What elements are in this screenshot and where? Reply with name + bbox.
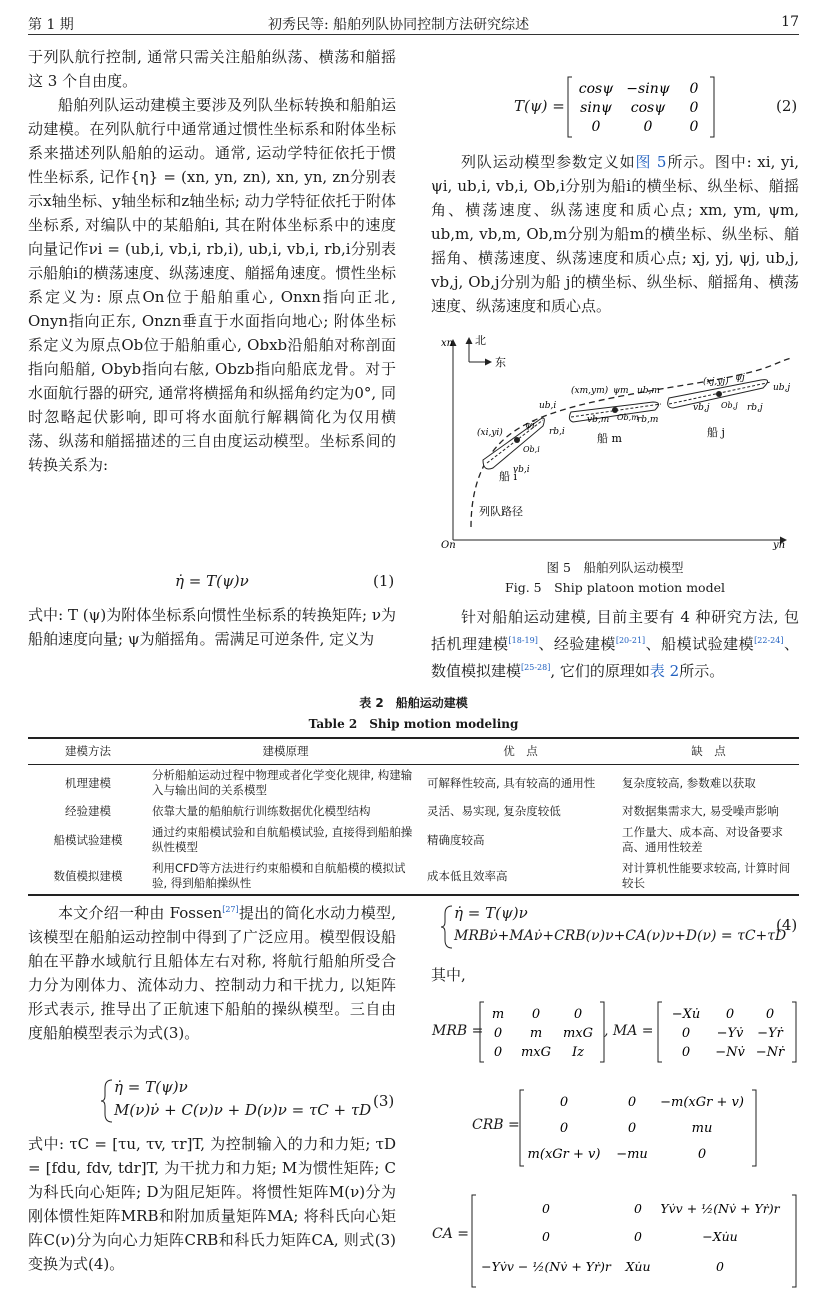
m2-00: cosψ [578,81,614,97]
left-column [28,45,396,477]
origin-label: On [441,540,456,551]
table-cell: 经验建模 [65,804,111,818]
svg-text:−Xu̇u: −Xu̇u [702,1229,738,1244]
eq4-brace [440,904,454,950]
table-cell: 可解释性较高, 具有较高的通用性 [427,775,596,790]
ship-m-label: 船 m [597,432,622,445]
ship-i-u: ub,i [539,401,557,411]
ship-motion-table [28,737,799,896]
svg-text:−Xu̇: −Xu̇ [671,1007,701,1022]
svg-text:−Nv̇: −Nv̇ [715,1045,745,1060]
figure-5-link[interactable]: 图 5 [635,153,667,171]
rp2-c: 、船模试验建模 [645,635,755,653]
m2-12: 0 [689,100,699,116]
svg-text:mxG: mxG [520,1045,552,1060]
issue-label: 第 1 期 [28,17,74,33]
crb-matrix [518,1088,758,1168]
ship-j-label: 船 j [707,426,725,439]
table-caption-cn: 表 2 船舶运动建模 [359,696,468,710]
ref-18-19[interactable]: [18-19] [508,636,538,645]
crb-lhs: CRB = [472,1117,520,1133]
page-number: 17 [781,14,799,30]
equation-3-line-1: η̇ = T(ψ)ν [114,1078,188,1096]
rp2-a: 针对船舶运动建模, 目前主要有 4 种研究方法, 包括机理建模 [431,608,799,653]
ship-m-v: vb,m [587,415,610,425]
ship-i-coord: (xi,yi) [477,428,503,438]
svg-text:0: 0 [681,1026,691,1041]
rp2-f: 所示。 [679,662,725,680]
m2-22: 0 [689,119,699,135]
table-cell: 灵活、易实现, 复杂度较低 [427,804,561,818]
north-label: 北 [475,334,486,347]
svg-text:Xu̇u: Xu̇u [625,1259,651,1274]
svg-text:0: 0 [573,1007,583,1022]
bottom-left-paragraph-2: 式中: τC = [τu, τv, τr]T, 为控制输入的力和力矩; τD = [fdu, fdv, tdr]T, 为干扰力和力矩; M为惯性矩阵; C为科氏向心矩阵; D为阻尼矩阵。将惯性矩阵M(ν)分为刚体惯性矩阵MRB和附加质量矩阵MA; 将科氏向心矩阵C(ν)分为向心力矩阵CRB和科氏力矩阵CA, 则式(3)变换为式(4)。 [28,1135,396,1273]
header-principle: 建模原理 [148,738,423,765]
svg-text:0: 0 [681,1045,691,1060]
svg-text:m(xGr + v): m(xGr + v) [527,1147,601,1162]
ship-m-u: ub,m [637,386,660,396]
svg-text:mu: mu [691,1121,713,1136]
m2-02: 0 [689,81,699,97]
table-cell: 数值模拟建模 [28,858,148,895]
table-cell: 依靠大量的船舶航行训练数据优化模型结构 [152,804,371,818]
svg-text:0: 0 [634,1229,642,1244]
ship-j-psi: ψj [735,373,745,383]
svg-text:Iz: Iz [572,1045,584,1060]
rp2-d: 、数值模拟建模 [431,635,799,680]
blp1-a: 本文介绍一种由 Fossen [58,904,223,922]
left-paragraph-3-wrap [28,603,396,651]
svg-text:0: 0 [493,1026,503,1041]
ship-m-r: rb,m [637,415,659,425]
ref-27[interactable]: [27] [222,905,239,914]
svg-text:0: 0 [634,1201,642,1216]
equation-4-line-2: MRBν̇+MAν̇+CRB(ν)ν+CA(ν)ν+D(ν) = τC+τD [454,928,787,944]
path-label: 列队路径 [479,505,523,518]
eq3-brace [100,1078,114,1124]
ship-j-coord: (xj,yj) [703,377,729,387]
table-cell: 复杂度较高, 参数难以获取 [622,775,756,790]
header-method: 建模方法 [28,738,148,765]
ref-25-28[interactable]: [25-28] [521,663,551,672]
equation-2-number: (2) [776,97,798,115]
table-cell: 分析船舶运动过程中物理或者化学变化规律, 构建输入与输出间的关系模型 [152,768,413,797]
ship-i-psi: ψi [525,421,535,431]
svg-text:Yv̇v + ½(Nv̇ + Yṙ)r: Yv̇v + ½(Nv̇ + Yṙ)r [660,1201,780,1216]
equation-3-line-2: M(ν)ν̇ + C(ν)ν + D(ν)ν = τC + τD [114,1101,372,1119]
ship-i-r: rb,i [549,427,565,437]
svg-text:0: 0 [697,1147,707,1162]
figure-5 [431,332,799,554]
svg-text:0: 0 [559,1095,569,1110]
header-pros: 优 点 [423,738,618,765]
table-row [28,858,799,895]
table-cell: 对数据集需求大, 易受噪声影响 [622,804,779,818]
rp2-b: 、经验建模 [537,635,616,653]
ship-m-o: Ob,m [617,413,639,422]
equation-1: η̇ = T(ψ)ν [175,572,249,590]
svg-text:0: 0 [627,1095,637,1110]
ship-j-o: Ob,j [721,401,738,410]
mrb-lhs: MRB = [432,1023,484,1039]
m2-20: 0 [591,119,601,135]
equation-4-line-1: η̇ = T(ψ)ν [454,904,528,922]
equation-2-lhs: T(ψ) = [514,97,565,115]
left-paragraph-3: 式中: T (ψ)为附体坐标系向惯性坐标系的转换矩阵; ν为船舶速度向量; ψ为艏摇角。需满足可逆条件, 定义为 [28,606,396,648]
blp1-b: 提出的简化水动力模型, 该模型在船舶运动控制中得到了广泛应用。模型假设船舶在平静水域航行且船体左右对称, 将航行船舶所受合力分为刚体力、流体动力、控制动力和干扰力, 以矩阵形式表示, 推导出了正航速下船舶的操纵模型。三自由度船舶模型表示为式(3)。 [28,904,396,1042]
svg-text:m: m [529,1026,543,1041]
figure-caption-cn: 图 5 船舶列队运动模型 [546,560,684,575]
mrb-matrix [478,1000,606,1064]
axis-y-label: yn [773,540,786,551]
table-2-link[interactable]: 表 2 [649,662,680,680]
m2-21: 0 [643,119,653,135]
figure-caption-en: Fig. 5 Ship platoon motion model [505,580,725,595]
svg-text:−mu: −mu [616,1147,648,1162]
svg-text:−Yv̇: −Yv̇ [716,1026,744,1041]
svg-text:0: 0 [627,1121,637,1136]
svg-text:−m(xGr + v): −m(xGr + v) [660,1095,744,1110]
table-cell: 工作量大、成本高、对设备要求高、通用性较差 [622,825,783,854]
rp1-a: 列队运动模型参数定义如 [461,153,636,171]
svg-text:0: 0 [559,1121,569,1136]
ship-m-psi: ψm [613,386,629,396]
table-cell: 利用CFD等方法进行约束船模和自航船模的模拟试验, 得到船舶操纵性 [148,858,423,895]
left-paragraph-1: 于列队航行控制, 通常只需关注船舶纵荡、横荡和艏摇这 3 个自由度。 [28,48,396,90]
table-cell: 对计算机性能要求较高, 计算时间较长 [618,858,799,895]
ship-i-o: Ob,i [523,445,540,454]
ship-j-r: rb,j [747,403,763,413]
ship-m-coord: (xm,ym) [571,386,609,396]
table-cell: 通过约束船模试验和自航船模试验, 直接得到船舶操纵性模型 [152,825,413,854]
ship-i-shape [483,418,544,469]
axis-x-label: xn [441,338,454,349]
ship-i-v: vb,i [513,465,530,475]
rp2-e: , 它们的原理如 [550,662,650,680]
svg-text:0: 0 [542,1229,550,1244]
table-row [28,822,799,858]
svg-text:0: 0 [542,1201,550,1216]
svg-text:−Yṙ: −Yṙ [757,1026,783,1041]
equation-1-number: (1) [373,572,395,590]
m2-11: cosψ [630,100,666,116]
table-cell: 成本低且效率高 [423,858,618,895]
svg-text:−Yv̇v − ½(Nv̇ + Yṙ)r: −Yv̇v − ½(Nv̇ + Yṙ)r [481,1259,611,1274]
svg-text:mxG: mxG [562,1026,594,1041]
ma-matrix [656,1000,798,1064]
table-header-row [28,738,799,765]
header-cons: 缺 点 [618,738,799,765]
svg-text:m: m [491,1007,505,1022]
table-cell: 船模试验建模 [53,832,123,847]
equation-3-number: (3) [373,1092,395,1110]
svg-text:0: 0 [493,1045,503,1060]
bottom-left-paragraph-2-wrap [28,1132,396,1276]
m2-01: −sinψ [626,81,670,97]
equation-2-matrix [566,75,716,139]
svg-text:0: 0 [725,1007,735,1022]
ship-i-label: 船 i [499,470,518,483]
equation-4-number: (4) [776,916,798,934]
svg-text:0: 0 [716,1259,724,1274]
bottom-left-paragraph-1 [28,898,396,1045]
running-title: 初秀民等: 船舶列队协同控制方法研究综述 [268,17,530,33]
ma-lhs: , MA = [604,1023,654,1039]
ref-22-24[interactable]: [22-24] [754,636,784,645]
ship-j-v: vb,j [693,403,710,413]
left-paragraph-2: 船舶列队运动建模主要涉及列队坐标转换和船舶运动建模。在列队航行中通常通过惯性坐标系和附体坐标系来描述列队船舶的运动。通常, 运动学特征依托于惯性坐标系, 记作{η} = (xn, yn, zn), xn, yn, zn分别表示x轴坐标、y轴坐标和z轴坐标; 动力学特征依托于附体坐标系, 对编队中的某船舶i, 其在附体坐标系中的速度向量记作νi = (ub,i, vb,i, rb,i), ub,i, vb,i, rb,i分别表示船舶i的横荡速度、纵荡速度、艏摇角速度。惯性坐标系定义为: 原点On位于船舶重心, Onxn指向正北, Onyn指向正东, Onzn垂直于水面指向地心; 附体坐标系定义为原点Ob位于船舶重心, Obxb沿船舶对称剖面指向船艏, Obyb指向右舷, Obzb指向船底龙骨。对于水面航行器的研究, 通常将横摇角和纵摇角约定为0°, 同时忽略起伏影响, 即可将水面航行解耦简化为仅用横荡、纵荡和艏摇描述的三自由度运动模型。坐标系间的转换关系为: [28,96,396,474]
right-paragraph-2 [431,605,799,683]
svg-text:0: 0 [765,1007,775,1022]
page-header [28,12,799,35]
where-text: 其中, [431,966,466,984]
table-cell: 机理建模 [65,775,111,790]
svg-text:−Nṙ: −Nṙ [755,1045,785,1060]
ship-j-u: ub,j [773,383,791,393]
rp1-b: 所示。图中: xi, yi, ψi, ub,i, vb,i, Ob,i分别为船i的横坐标、纵坐标、艏摇角、横荡速度、纵荡速度和质心点; xm, ym, ψm, ub,m, vb,m, Ob,m分别为船m的横坐标、纵坐标、艏摇角、横荡速度、纵荡速度和质心点; xj, yj, ψj, ub,j, vb,j, Ob,j分别为船 j的横坐标、纵坐标、艏摇角、横荡速度、纵荡速度和质心点。 [431,153,800,315]
ref-20-21[interactable]: [20-21] [615,636,646,645]
right-paragraph-1 [431,150,799,318]
table-row [28,801,799,822]
east-label: 东 [495,356,506,369]
ca-lhs: CA = [432,1226,470,1242]
table-row [28,765,799,802]
table-caption-en: Table 2 Ship motion modeling [308,717,519,731]
m2-10: sinψ [580,100,612,116]
ca-matrix [470,1193,798,1289]
table-cell: 精确度较高 [427,832,485,847]
svg-text:0: 0 [531,1007,541,1022]
